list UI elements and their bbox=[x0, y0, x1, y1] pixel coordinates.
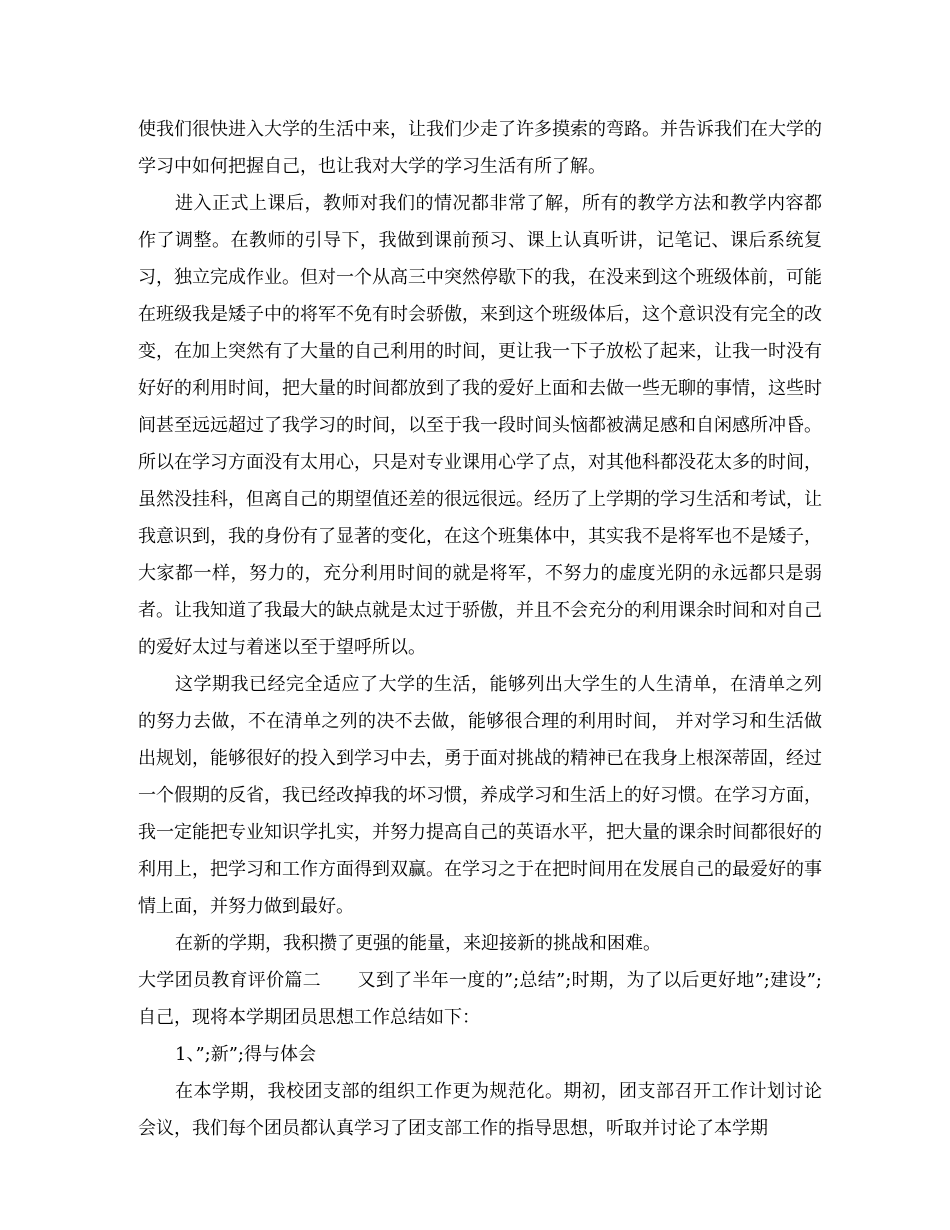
document-body bbox=[138, 111, 822, 1147]
paragraph-organization-work: 在本学期，我校团支部的组织工作更为规范化。期初，团支部召开工作计划讨论会议，我们每个团员都认真学习了团支部工作的指导思想，听取并讨论了本学期 bbox=[138, 1081, 822, 1139]
paragraph-this-semester: 这学期我已经完全适应了大学的生活，能够列出大学生的人生清单，在清单之列的努力去做，不在清单之列的决不去做，能够很合理的利用时间， 并对学习和生活做出规划，能够很好的投入到学习中去，勇于面对挑战的精神已在我身上根深蒂固，经过一个假期的反省，我已经改掉我的坏习惯，养成学习和生活上的好习惯。在学习方面，我一定能把专业知识学扎实，并努力提高自己的英语水平，把大量的课余时间都很好的利用上，把学习和工作方面得到双赢。在学习之于在把时间用在发展自己的最爱好的事情上面，并努力做到最好。 bbox=[138, 674, 822, 917]
section-heading-part-two: 大学团员教育评价篇二 又到了半年一度的”;总结”;时期，为了以后更好地”;建设”;自己，现将本学期团员思想工作总结如下： bbox=[138, 970, 822, 1028]
paragraph-continuation: 使我们很快进入大学的生活中来，让我们少走了许多摸索的弯路。并告诉我们在大学的学习中如何把握自己，也让我对大学的学习生活有所了解。 bbox=[138, 119, 822, 177]
paragraph-new-semester: 在新的学期，我积攒了更强的能量，来迎接新的挑战和困难。 bbox=[175, 933, 661, 954]
list-item-heading: 1、”;新”;得与体会 bbox=[175, 1044, 316, 1065]
paragraph-first-classes: 进入正式上课后，教师对我们的情况都非常了解，所有的教学方法和教学内容都作了调整。在教师的引导下，我做到课前预习、课上认真听讲，记笔记、课后系统复习，独立完成作业。但对一个从高三中突然停歇下的我，在没来到这个班级体前，可能在班级我是矮子中的将军不免有时会骄傲，来到这个班级体后，这个意识没有完全的改变，在加上突然有了大量的自己利用的时间，更让我一下子放松了起来，让我一时没有好好的利用时间，把大量的时间都放到了我的爱好上面和去做一些无聊的事情，这些时间甚至远远超过了我学习的时间，以至于我一段时间头恼都被满足感和自闲感所冲昏。所以在学习方面没有太用心，只是对专业课用心学了点，对其他科都没花太多的时间，虽然没挂科，但离自己的期望值还差的很远很远。经历了上学期的学习生活和考试，让我意识到，我的身份有了显著的变化，在这个班集体中，其实我不是将军也不是矮子，大家都一样，努力的，充分利用时间的就是将军，不努力的虚度光阴的永远都只是弱者。让我知道了我最大的缺点就是太过于骄傲，并且不会充分的利用课余时间和对自己的爱好太过与着迷以至于望呼所以。 bbox=[138, 193, 822, 658]
